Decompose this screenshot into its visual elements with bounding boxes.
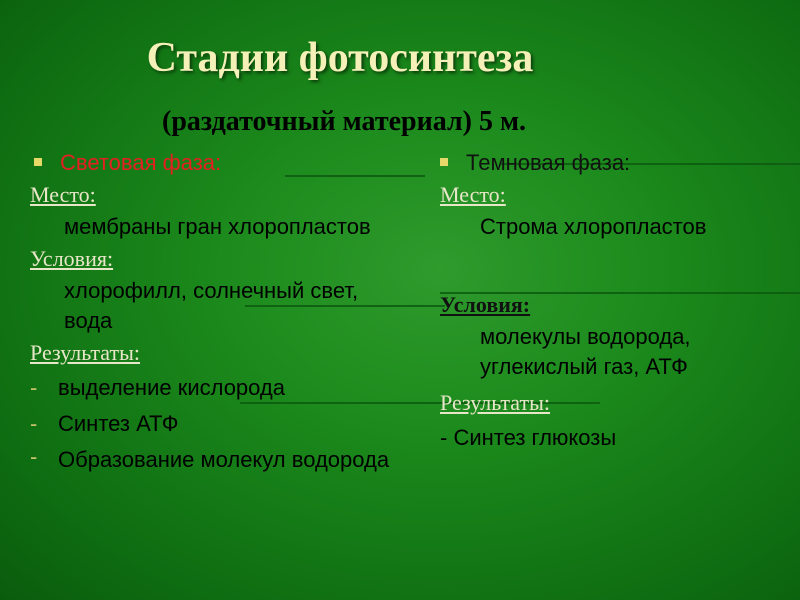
dash-marker: - (30, 375, 38, 400)
dark-phase-heading-text: Темновая фаза: (466, 150, 631, 175)
dark-phase-heading (440, 148, 780, 178)
light-result-item (30, 442, 394, 475)
light-place-text: мембраны гран хлоропластов (64, 214, 371, 239)
slide-title: Стадии фотосинтеза (146, 35, 534, 81)
dark-place-label: Место: (440, 182, 506, 207)
light-result-text: Синтез АТФ (58, 411, 179, 436)
dark-place-text: Строма хлоропластов (480, 214, 707, 239)
dash-marker: - (30, 411, 38, 436)
dark-phase-column (440, 148, 780, 456)
dark-results-text: - Синтез глюкозы (440, 425, 617, 450)
dark-conditions-text: молекулы водорода, углекислый газ, АТФ (480, 324, 691, 379)
slide-subtitle: (раздаточный материал) 5 м. (162, 106, 527, 137)
light-result-item (30, 406, 394, 442)
dark-conditions-label: Условия: (440, 292, 531, 317)
light-conditions-label: Условия: (30, 246, 114, 271)
bullet-square-icon (34, 158, 42, 166)
light-conditions-text: хлорофилл, солнечный свет, вода (64, 278, 359, 333)
dash-marker: - (30, 444, 38, 469)
light-phase-column (30, 148, 394, 475)
bullet-square-icon (440, 158, 448, 166)
dark-results-label: Результаты: (440, 390, 550, 415)
light-results-label: Результаты: (30, 340, 140, 365)
light-phase-heading (34, 148, 394, 178)
light-phase-heading-text: Световая фаза: (60, 150, 222, 175)
light-result-item (30, 370, 394, 406)
light-result-text: выделение кислорода (58, 375, 285, 400)
light-place-label: Место: (30, 182, 96, 207)
light-result-text: Образование молекул водорода (58, 447, 390, 472)
